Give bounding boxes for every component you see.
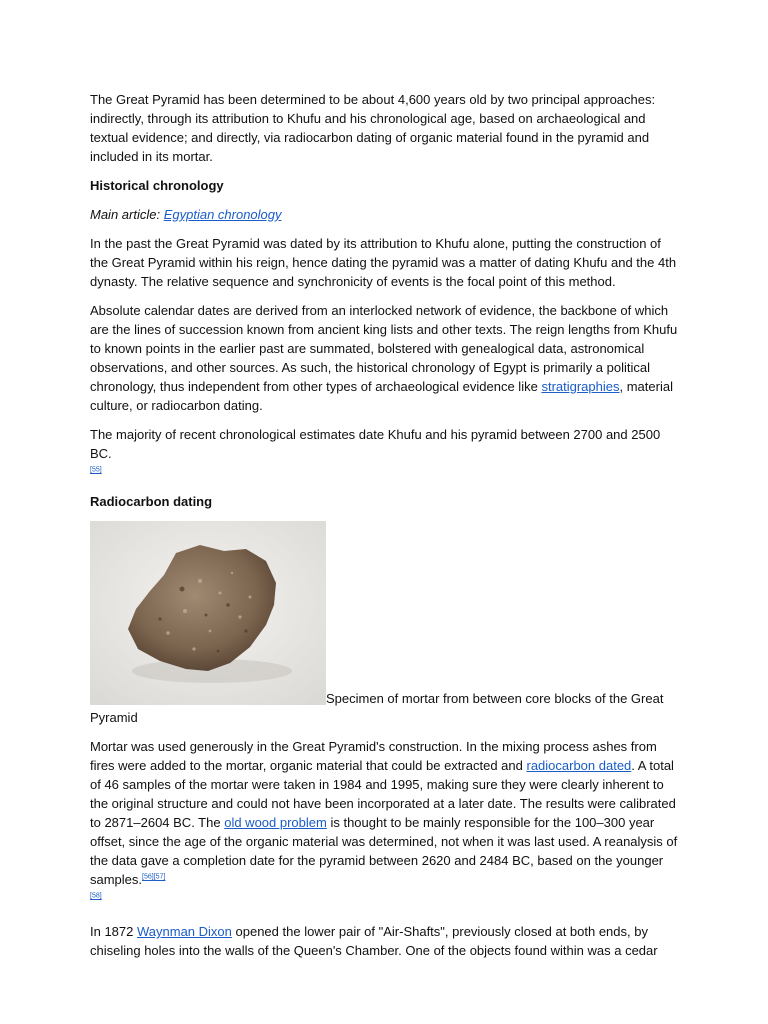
radiocarbon-p1-text-b: . A total of 46 samples of the mortar were taken in 1984 and 1995, making sure they were clearly inherent to the original structure and could not have been incorporated at a later date. The results were calibrated to 2871–2604 BC. The [90, 758, 676, 830]
reference-56-link[interactable]: [56] [142, 873, 154, 881]
radiocarbon-dated-link[interactable]: radiocarbon dated [526, 758, 632, 773]
historical-p2-text-b: , material culture, or radiocarbon dating. [90, 379, 673, 413]
egyptian-chronology-link[interactable]: Egyptian chronology [163, 207, 282, 222]
radiocarbon-p1-text-a: Mortar was used generously in the Great Pyramid's construction. In the mixing process ashes from fires were added to the mortar, organic material that could be extracted and [90, 739, 657, 773]
historical-p2-text-a: Absolute calendar dates are derived from an interlocked network of evidence, the backbone of which are the lines of succession known from ancient king lists and other texts. The reign lengths from Khufu to known points in the earlier past are summated, bolstered with genealogical data, astronomical observations, and other sources. As such, the historical chronology of Egypt is primarily a political chronology, thus independent from other types of archaeological evidence like [90, 303, 678, 394]
figure-caption: Specimen of mortar from between core blocks of the Great Pyramid [90, 691, 664, 725]
main-article-prefix: Main article: [90, 207, 161, 222]
historical-paragraph-1: In the past the Great Pyramid was dated by its attribution to Khufu alone, putting the construction of the Great Pyramid within his reign, hence dating the pyramid was a matter of dating Khufu and the 4th dynasty. The relative sequence and synchronicity of events is the focal point of this method. [90, 236, 677, 289]
waynman-dixon-link[interactable]: Waynman Dixon [137, 924, 232, 939]
historical-paragraph-3 [90, 425, 680, 482]
reference-57-link[interactable]: [57] [153, 873, 166, 881]
reference-58-link[interactable]: [58] [90, 892, 102, 900]
stratigraphies-link[interactable]: stratigraphies [541, 379, 620, 394]
article-body [90, 90, 680, 970]
intro-paragraph: The Great Pyramid has been determined to be about 4,600 years old by two principal approaches: indirectly, through its attribution to Khufu and his chronological age, based on archaeological and textual evidence; and directly, via radiocarbon dating of organic material found in the pyramid and included in its mortar. [90, 92, 656, 164]
old-wood-problem-link[interactable]: old wood problem [224, 815, 327, 830]
radiocarbon-p2-text-a: In 1872 [90, 924, 134, 939]
radiocarbon-paragraph-1 [90, 737, 680, 908]
radiocarbon-dating-heading: Radiocarbon dating [90, 494, 213, 509]
figure-with-caption [90, 521, 680, 727]
historical-paragraph-2 [90, 301, 680, 415]
main-article-note [90, 205, 680, 224]
radiocarbon-paragraph-2 [90, 922, 680, 960]
historical-chronology-heading: Historical chronology [90, 178, 224, 193]
radiocarbon-p1-text-c: is thought to be mainly responsible for the 100–300 year offset, since the age of the organic material was determined, not when it was last used. A reanalysis of the data gave a completion date for the pyramid between 2620 and 2484 BC, based on the younger samples. [90, 815, 678, 887]
radiocarbon-p2-text-b: opened the lower pair of "Air-Shafts", previously closed at both ends, by chiseling holes into the walls of the Queen's Chamber. One of the objects found within was a cedar [90, 924, 658, 958]
reference-55-link[interactable]: [55] [90, 466, 102, 474]
historical-p3-text: The majority of recent chronological estimates date Khufu and his pyramid between 2700 and 2500 BC. [90, 427, 661, 461]
mortar-specimen-image [90, 521, 326, 705]
